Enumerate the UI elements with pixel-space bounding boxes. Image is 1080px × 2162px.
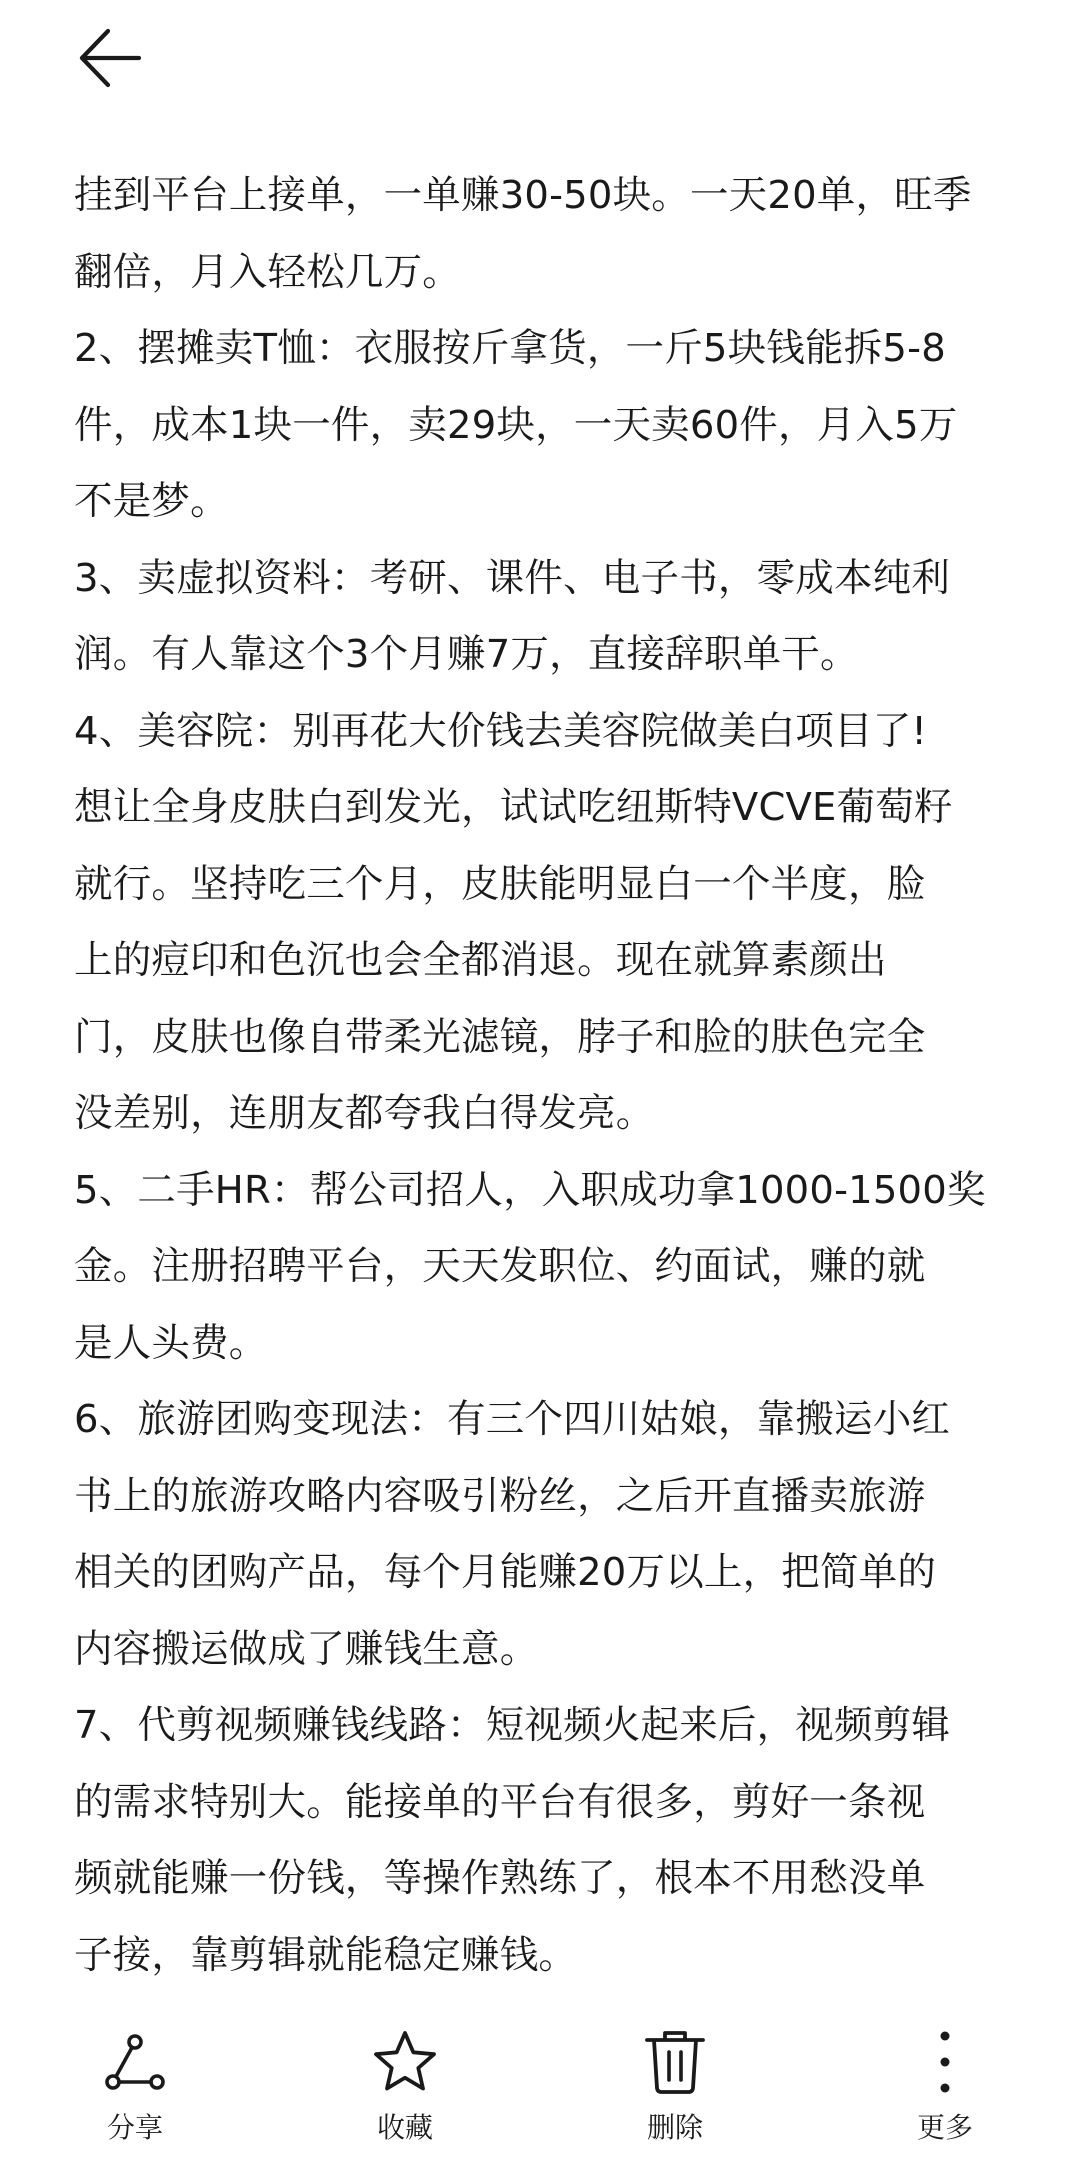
- article-line: 门，皮肤也像自带柔光滤镜，脖子和脸的肤色完全: [74, 1014, 926, 1060]
- more-button[interactable]: [845, 2027, 1045, 2145]
- article-line: 3、卖虚拟资料：考研、课件、电子书，零成本纯利: [74, 555, 951, 601]
- article-line: 书上的旅游攻略内容吸引粉丝，之后开直播卖旅游: [74, 1473, 926, 1519]
- share-icon: [100, 2027, 170, 2097]
- article-body: [74, 158, 1019, 1988]
- star-icon: [370, 2027, 440, 2097]
- article-line: 润。有人靠这个3个月赚7万，直接辞职单干。: [74, 632, 859, 677]
- article-line: 频就能赚一份钱，等操作熟练了，根本不用愁没单: [74, 1856, 926, 1901]
- favorite-label: 收藏: [376, 2111, 433, 2144]
- article-line: 是人头费。: [74, 1320, 268, 1366]
- article-line: 件，成本1块一件，卖29块，一天卖60件，月入5万: [74, 402, 958, 448]
- arrow-left-icon: [77, 25, 143, 91]
- article-line: 翻倍，月入轻松几万。: [74, 249, 462, 295]
- article-line: 6、旅游团购变现法：有三个四川姑娘，靠搬运小红: [74, 1397, 951, 1442]
- header: [0, 0, 1080, 150]
- article-line: 2、摆摊卖T恤：衣服按斤拿货，一斤5块钱能拆5-8: [74, 326, 946, 371]
- delete-button[interactable]: [575, 2027, 775, 2145]
- article-line: 内容搬运做成了赚钱生意。: [74, 1626, 539, 1672]
- article-line: 挂到平台上接单，一单赚30-50块。一天20单，旺季: [74, 173, 972, 218]
- article-line: 子接，靠剪辑就能稳定赚钱。: [74, 1932, 578, 1978]
- article-line: 不是梦。: [74, 479, 229, 524]
- bottom-toolbar: [0, 2005, 1080, 2162]
- trash-icon: [640, 2027, 710, 2097]
- article-line: 就行。坚持吃三个月，皮肤能明显白一个半度，脸: [74, 861, 926, 907]
- article-line: 的需求特别大。能接单的平台有很多，剪好一条视: [74, 1779, 926, 1825]
- share-label: 分享: [106, 2111, 163, 2144]
- article-line: 想让全身皮肤白到发光，试试吃纽斯特VCVE葡萄籽: [74, 785, 953, 830]
- article-line: 金。注册招聘平台，天天发职位、约面试，赚的就: [74, 1244, 926, 1289]
- back-button[interactable]: [70, 18, 150, 98]
- article-line: 相关的团购产品，每个月能赚20万以上，把简单的: [74, 1550, 937, 1595]
- more-vertical-icon: [910, 2027, 980, 2097]
- article-line: 4、美容院：别再花大价钱去美容院做美白项目了!: [74, 708, 928, 754]
- article-line: 没差别，连朋友都夸我白得发亮。: [74, 1091, 655, 1136]
- article-line: 5、二手HR：帮公司招人，入职成功拿1000-1500奖: [74, 1167, 986, 1213]
- favorite-button[interactable]: [305, 2027, 505, 2145]
- more-label: 更多: [916, 2111, 973, 2144]
- share-button[interactable]: [35, 2027, 235, 2145]
- delete-label: 删除: [646, 2111, 703, 2144]
- article-line: 上的痘印和色沉也会全都消退。现在就算素颜出: [74, 938, 887, 983]
- article-line: 7、代剪视频赚钱线路：短视频火起来后，视频剪辑: [74, 1703, 951, 1748]
